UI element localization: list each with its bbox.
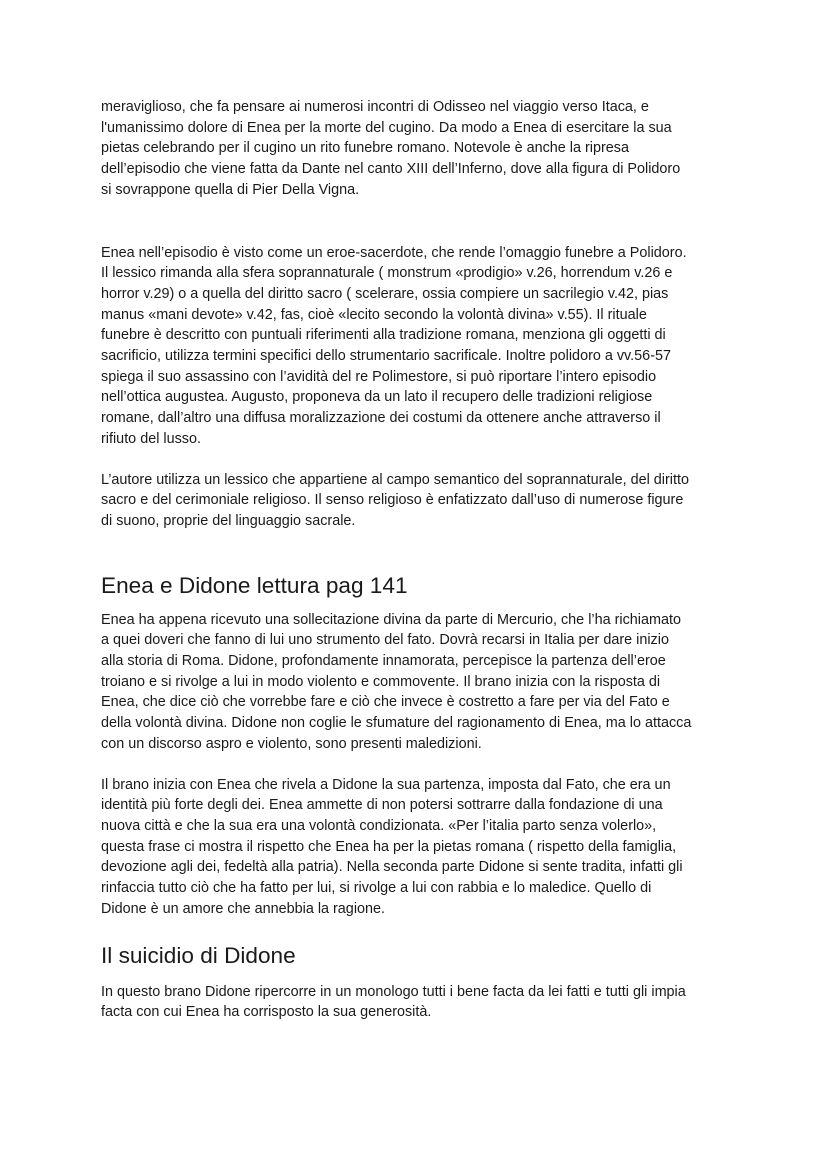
text-line: Il brano inizia con Enea che rivela a Didone la sua partenza, imposta dal Fato, che era un bbox=[101, 776, 671, 793]
text-line: nell’ottica augustea. Augusto, proponeva da un lato il recupero delle tradizioni religiose bbox=[101, 389, 653, 406]
text-line: facta con cui Enea ha corrisposto la sua generosità. bbox=[101, 1004, 432, 1021]
text-line: L’autore utilizza un lessico che appartiene al campo semantico del soprannaturale, del diritto bbox=[101, 471, 689, 488]
text-line: horror v.29) o a quella del diritto sacro ( scelerare, ossia compiere un sacrilegio v.42, pias bbox=[101, 285, 669, 302]
text-line: l'umanissimo dolore di Enea per la morte del cugino. Da modo a Enea di esercitare la sua bbox=[101, 119, 672, 136]
text-line: Enea nell’episodio è visto come un eroe-sacerdote, che rende l’omaggio funebre a Polidoro. bbox=[101, 244, 687, 261]
text-line: rinfaccia tutto ciò che ha fatto per lui, si rivolge a lui con rabbia e lo maledice. Quello di bbox=[101, 880, 652, 897]
text-line: romane, dall’altro una diffusa moralizzazione dei costumi da ottenere anche attraverso il bbox=[101, 410, 661, 427]
text-line: rifiuto del lusso. bbox=[101, 430, 201, 447]
text-line: pietas celebrando per il cugino un rito funebre romano. Notevole è anche la ripresa bbox=[101, 140, 629, 157]
text-line: troiano e si rivolge a lui in modo violento e commovente. Il brano inizia con la risposta di bbox=[101, 673, 661, 690]
paragraph-enea-didone-intro bbox=[101, 610, 731, 755]
text-line: Didone è un amore che annebbia la ragione. bbox=[101, 900, 386, 917]
text-line: Enea ha appena ricevuto una sollecitazione divina da parte di Mercurio, che l’ha richiamato bbox=[101, 611, 681, 628]
text-line: si sovrappone quella di Pier Della Vigna. bbox=[101, 181, 360, 198]
paragraph-lessico bbox=[101, 470, 731, 532]
text-line: In questo brano Didone ripercorre in un monologo tutti i bene facta da lei fatti e tutti gli impia bbox=[101, 983, 686, 1000]
text-line: con un discorso aspro e violento, sono presenti maledizioni. bbox=[101, 735, 482, 752]
text-line: di suono, proprie del linguaggio sacrale. bbox=[101, 512, 356, 529]
paragraph-enea-didone-analisi bbox=[101, 775, 731, 920]
paragraph-eroe-sacerdote bbox=[101, 243, 731, 450]
text-line: funebre è descritto con puntuali riferimenti alla tradizione romana, menziona gli oggetti di bbox=[101, 327, 666, 344]
section-heading-enea-didone: Enea e Didone lettura pag 141 bbox=[101, 572, 408, 598]
text-line: Il lessico rimanda alla sfera soprannaturale ( monstrum «prodigio» v.26, horrendum v.26 e bbox=[101, 265, 673, 282]
text-line: della volontà divina. Didone non coglie le sfumature del ragionamento di Enea, ma lo attacca bbox=[101, 715, 692, 732]
text-line: a quei doveri che fanno di lui uno strumento del fato. Dovrà recarsi in Italia per dare inizio bbox=[101, 632, 669, 649]
text-line: alla storia di Roma. Didone, profondamente innamorata, percepisce la partenza dell’eroe bbox=[101, 653, 666, 670]
text-line: questa frase ci mostra il rispetto che Enea ha per la pietas romana ( rispetto della famiglia, bbox=[101, 838, 677, 855]
text-line: Enea, che dice ciò che vorrebbe fare e ciò che invece è costretto a fare per via del Fato e bbox=[101, 694, 670, 711]
text-line: nuova città e che la sua era una volontà condizionata. «Per l’italia parto senza volerlo», bbox=[101, 817, 657, 834]
text-line: spiega il suo assassino con l’avidità del re Polimestore, si può riportare l’intero episodio bbox=[101, 368, 657, 385]
text-line: sacrificio, utilizza termini specifici dello strumentario sacrificale. Inoltre polidoro a vv.56-57 bbox=[101, 348, 671, 365]
text-line: dell’episodio che viene fatta da Dante nel canto XIII dell’Inferno, dove alla figura di Polidoro bbox=[101, 161, 681, 178]
text-line: manus «mani devote» v.42, fas, cioè «lecito secondo la volontà divina» v.55). Il rituale bbox=[101, 306, 647, 323]
text-line: identità più forte degli dei. Enea ammette di non potersi sottrarre dalla fondazione di una bbox=[101, 797, 663, 814]
document-page bbox=[101, 97, 731, 1023]
text-line: meraviglioso, che fa pensare ai numerosi incontri di Odisseo nel viaggio verso Itaca, e bbox=[101, 99, 649, 115]
section-heading-suicidio-didone: Il suicidio di Didone bbox=[101, 942, 296, 968]
paragraph-polidoro-intro bbox=[101, 97, 731, 201]
paragraph-suicidio bbox=[101, 982, 731, 1023]
text-line: devozione agli dei, fedeltà alla patria). Nella seconda parte Didone si sente tradita, infatti gli bbox=[101, 859, 683, 876]
text-line: sacro e del cerimoniale religioso. Il senso religioso è enfatizzato dall’uso di numerose figure bbox=[101, 492, 684, 509]
